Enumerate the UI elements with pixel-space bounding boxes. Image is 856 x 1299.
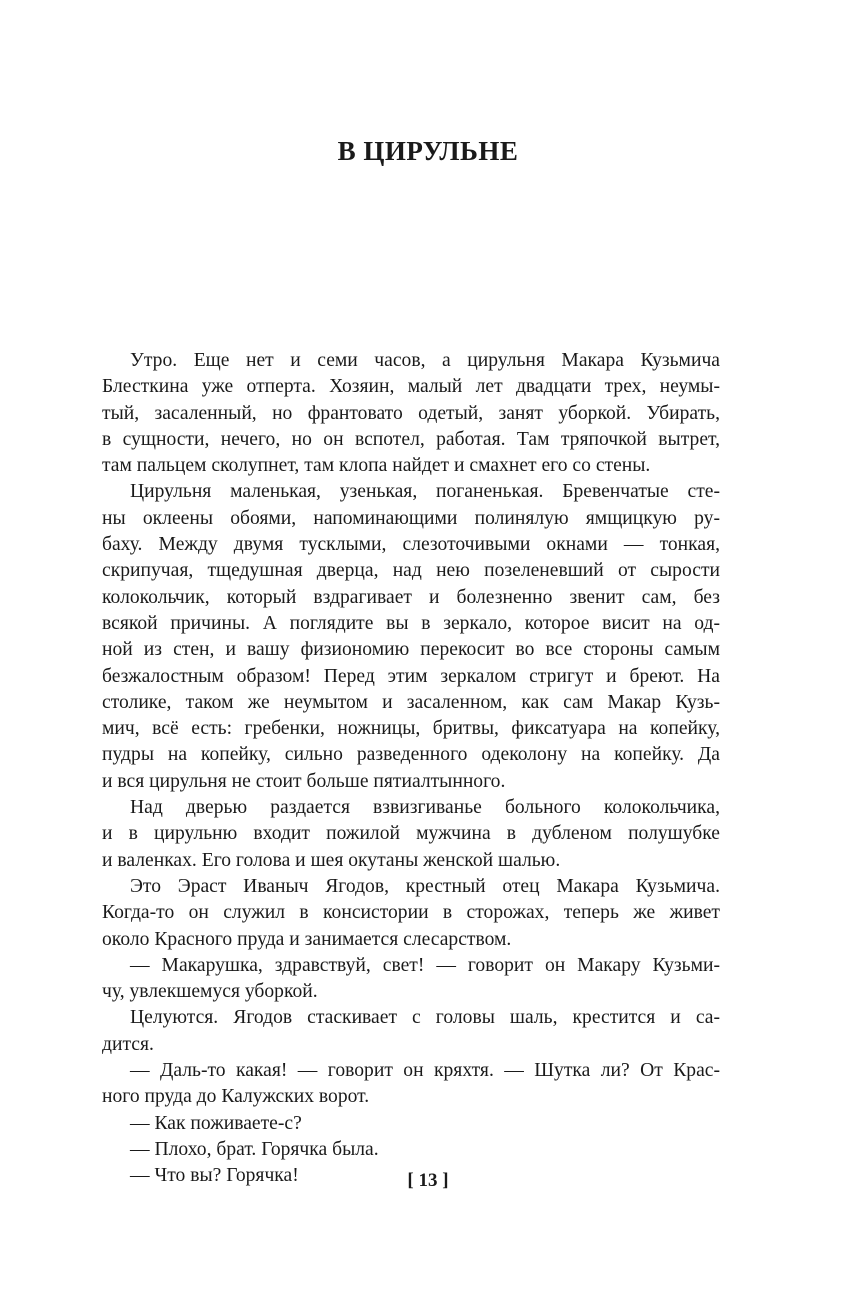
text-line: Когда-то он служил в консистории в сторожах, теперь же живет [102,902,720,924]
text-line: скрипучая, тщедушная дверца, над нею позеленевший от сырости [102,560,720,582]
text-line: ного пруда до Калужских ворот. [102,1086,370,1108]
text-line: Это Эраст Иваныч Ягодов, крестный отец Макара Кузьмича. [130,875,720,897]
text-line: и валенках. Его голова и шея окутаны женской шалью. [102,849,561,871]
text-line: Над дверью раздается взвизгиванье больного колокольчика, [130,797,720,819]
text-line: — Даль-то какая! — говорит он кряхтя. — Шутка ли? От Крас- [130,1060,720,1082]
text-line: всякой причины. А поглядите вы в зеркало, которое висит на од- [102,612,720,634]
text-line: колокольчик, который вздрагивает и болезненно звенит сам, без [102,586,720,608]
body-text [102,348,720,1190]
text-line: Блесткина уже отперта. Хозяин, малый лет двадцати трех, неумы- [102,376,720,398]
text-line: — Что вы? Горячка! [130,1165,299,1187]
chapter-title: В ЦИРУЛЬНЕ [337,136,519,166]
text-line: — Как поживаете-с? [130,1112,302,1134]
text-line: и вся цирульня не стоит больше пятиалтынного. [102,770,506,792]
text-line: ной из стен, и вашу физиономию перекосит во все стороны самым [102,639,720,661]
page-number: [ 13 ] [407,1170,449,1191]
text-line: мич, всё есть: гребенки, ножницы, бритвы, фиксатуара на копейку, [102,718,720,740]
text-line: чу, увлекшемуся уборкой. [102,981,318,1003]
text-line: Целуются. Ягодов стаскивает с головы шаль, крестится и са- [130,1007,720,1029]
text-line: пудры на копейку, сильно разведенного одеколону на копейку. Да [102,744,720,766]
text-line: столике, таком же неумытом и засаленном, как сам Макар Кузь- [102,691,720,713]
text-line: в сущности, нечего, но он вспотел, работая. Там тряпочкой вытрет, [102,428,720,450]
text-line: Цирульня маленькая, узенькая, поганенькая. Бревенчатые сте- [130,481,720,503]
text-line: ны оклеены обоями, напоминающими полинялую ямщицкую ру- [102,507,720,529]
text-line: — Плохо, брат. Горячка была. [130,1138,379,1160]
text-line: около Красного пруда и занимается слесарством. [102,928,512,950]
text-line: Утро. Еще нет и семи часов, а цирульня Макара Кузьмича [130,350,720,371]
text-line: безжалостным образом! Перед этим зеркалом стригут и бреют. На [102,665,720,687]
text-line: и в цирульню входит пожилой мужчина в дубленом полушубке [102,823,720,845]
text-line: баху. Между двумя тусклыми, слезоточивыми окнами — тонкая, [102,534,720,556]
text-line: дится. [102,1033,154,1055]
text-line: там пальцем сколупнет, там клопа найдет и смахнет его со стены. [102,455,651,477]
text-line: тый, засаленный, но франтовато одетый, занят уборкой. Убирать, [102,402,720,424]
text-line: — Макарушка, здравствуй, свет! — говорит он Макару Кузьми- [130,954,720,976]
